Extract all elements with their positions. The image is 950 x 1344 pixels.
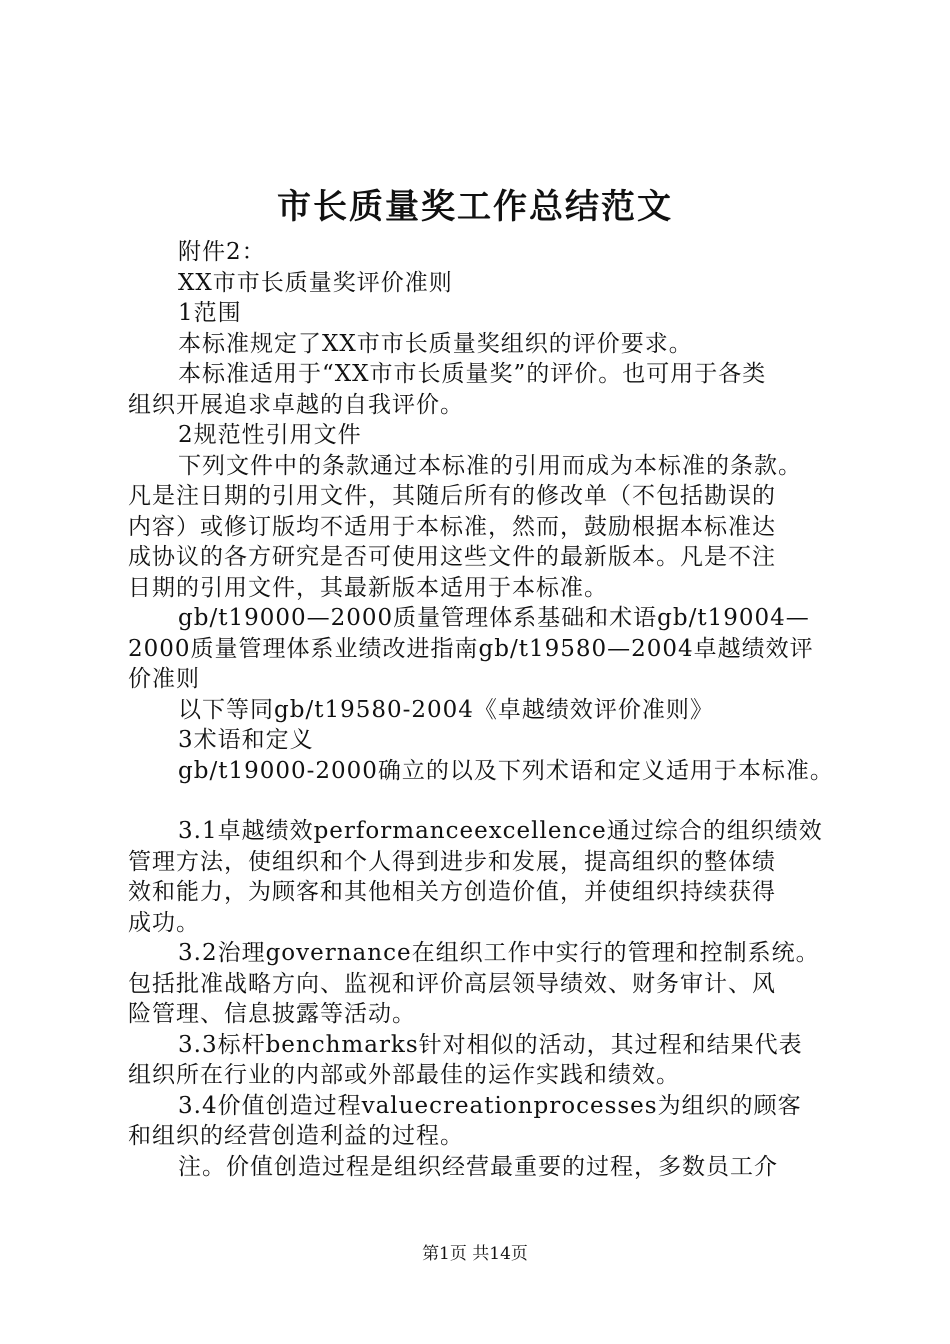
- paragraph: [128, 329, 850, 360]
- page-number: 第1页 共14页: [422, 1244, 528, 1264]
- paragraph: [128, 938, 850, 1030]
- text-line: 凡是注日期的引用文件，其随后所有的修改单（不包括勘误的: [128, 483, 776, 509]
- text-line: 组织开展追求卓越的自我评价。: [128, 391, 464, 418]
- text-line: 日期的引用文件，其最新版本适用于本标准。: [128, 574, 608, 601]
- text-line: 注。价值创造过程是组织经营最重要的过程，多数员工介: [178, 1153, 778, 1180]
- text-line: 管理方法，使组织和个人得到进步和发展，提高组织的整体绩: [128, 848, 776, 875]
- paragraph: [128, 268, 850, 299]
- text-line: XX市市长质量奖评价准则: [178, 269, 453, 296]
- text-line: 效和能力，为顾客和其他相关方创造价值，并使组织持续获得: [128, 879, 776, 905]
- text-line: 附件2：: [178, 239, 266, 265]
- paragraph: [128, 1091, 850, 1152]
- text-line: gb/t19000-2000确立的以及下列术语和定义适用于本标准。: [178, 757, 834, 784]
- section-heading: [128, 420, 850, 451]
- text-line: 以下等同gb/t19580-2004《卓越绩效评价准则》: [178, 696, 714, 723]
- paragraph: [128, 359, 850, 420]
- text-line: 组织所在行业的内部或外部最佳的运作实践和绩效。: [128, 1062, 680, 1088]
- paragraph: [128, 695, 850, 726]
- text-line: 和组织的经营创造利益的过程。: [128, 1123, 464, 1149]
- paragraph: [128, 816, 850, 938]
- text-line: 价准则: [128, 666, 200, 692]
- document-body: [128, 237, 850, 1182]
- paragraph: [128, 451, 850, 604]
- text-line: 2000质量管理体系业绩改进指南gb/t19580—2004卓越绩效评: [128, 635, 814, 662]
- paragraph: [128, 237, 850, 268]
- paragraph: [128, 756, 850, 787]
- paragraph: [128, 1152, 850, 1183]
- text-line: 内容）或修订版均不适用于本标准，然而，鼓励根据本标准达: [128, 513, 776, 540]
- text-line: 本标准适用于“XX市市长质量奖”的评价。也可用于各类: [178, 361, 767, 387]
- text-line: 3.1卓越绩效performanceexcellence通过综合的组织绩效: [178, 818, 823, 844]
- paragraph: [128, 603, 850, 695]
- text-line: 包括批准战略方向、监视和评价高层领导绩效、财务审计、风: [128, 970, 776, 997]
- text-line: 3.4价值创造过程valuecreationprocesses为组织的顾客: [178, 1092, 802, 1119]
- text-line: 2规范性引用文件: [178, 422, 362, 448]
- text-line: 1范围: [178, 300, 242, 326]
- text-line: 3.3标杆benchmarks针对相似的活动，其过程和结果代表: [178, 1031, 803, 1058]
- text-line: 本标准规定了XX市市长质量奖组织的评价要求。: [178, 330, 693, 357]
- section-heading: [128, 298, 850, 329]
- text-line: 成功。: [128, 909, 200, 936]
- text-line: gb/t19000—2000质量管理体系基础和术语gb/t19004—: [178, 605, 810, 631]
- text-line: 下列文件中的条款通过本标准的引用而成为本标准的条款。: [178, 452, 802, 479]
- paragraph: [128, 1030, 850, 1091]
- text-line: 3.2治理governance在组织工作中实行的管理和控制系统。: [178, 940, 820, 966]
- section-heading: [128, 725, 850, 756]
- document-title: 市长质量奖工作总结范文: [277, 187, 673, 227]
- text-line: 险管理、信息披露等活动。: [128, 1001, 416, 1027]
- blank-line: [128, 786, 850, 816]
- text-line: 成协议的各方研究是否可使用这些文件的最新版本。凡是不注: [128, 544, 776, 570]
- text-line: 3术语和定义: [178, 727, 314, 753]
